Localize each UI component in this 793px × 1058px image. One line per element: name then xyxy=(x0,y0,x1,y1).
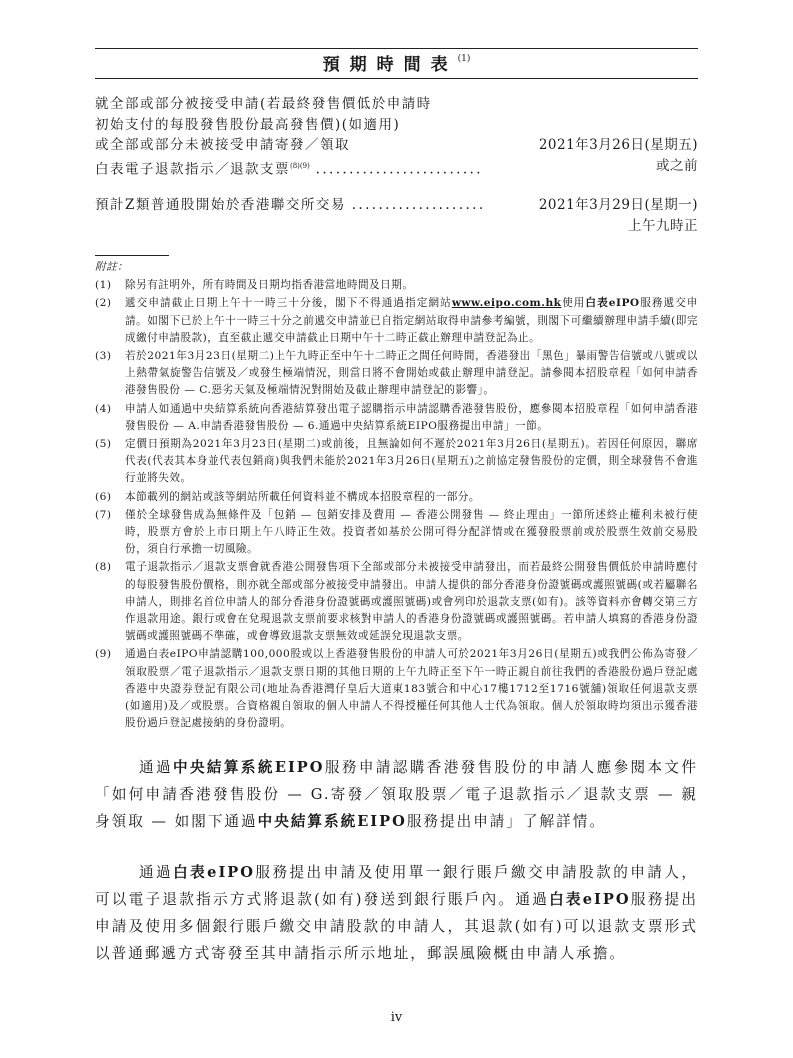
event-line: 初始支付的每股發售股份最高發售價)(如適用) xyxy=(95,116,401,133)
bold-term: 白表eIPO xyxy=(549,891,631,909)
leader-dots: .................... xyxy=(351,197,486,213)
footnote-item xyxy=(95,559,698,645)
text-segment: 僅於全球發售成為無條件及「包銷 — 包銷安排及費用 — 香港公開發售 — 終止理由」一節所述終止權利未被行使時，股票方會於上市日期上午八時正生效。投資者如基於公開可得分配詳情或在獲發股票前或於股票生效前交易股份，須自行承擔一切風險。 xyxy=(125,508,698,556)
event-line: 白表電子退款指示／退款支票 xyxy=(95,161,290,177)
footnote-text xyxy=(125,277,698,294)
notes-section xyxy=(95,259,698,732)
footnote-item xyxy=(95,295,698,347)
bold-term: 中央結算系統EIPO xyxy=(257,813,407,831)
footnote-number: (7) xyxy=(95,508,112,521)
text-segment: 服務申請認購香港發售股份的申請人應參閱本文件「如何申請香港發售股份 — G.寄發／領取股票／電子退款指示／退款支票 — 親身領取 — 如閣下通過 xyxy=(95,759,698,831)
event-date: 2021年3月29日(星期一) xyxy=(538,197,698,213)
footnote-item xyxy=(95,489,698,506)
footnote-text xyxy=(125,489,698,506)
footnote-text xyxy=(125,348,698,400)
text-segment: 使用 xyxy=(561,297,586,310)
footnote-number: (9) xyxy=(95,648,112,661)
timetable-row-trading xyxy=(95,195,698,236)
event-line: 預計Z類普通股開始於香港聯交所交易 xyxy=(95,197,346,213)
footnote-number: (2) xyxy=(95,297,112,310)
event-date-qualifier: 或之前 xyxy=(656,157,698,174)
text-segment: 通過 xyxy=(139,864,174,882)
footnote-number: (8) xyxy=(95,561,112,574)
event-time: 上午九時正 xyxy=(628,217,698,234)
footnote-text xyxy=(125,295,698,347)
event-date: 2021年3月26日(星期五) xyxy=(538,137,698,153)
footnote-text xyxy=(125,646,698,732)
footnote-item xyxy=(95,507,698,559)
text-segment: 服務提出申請及使用多個銀行賬戶繳交申請股款的申請人，其退款(如有)可以退款支票形式以普通郵遞方式寄發至其申請指示所示地址，郵誤風險概由申請人承擔。 xyxy=(95,891,698,963)
title-text: 預期時間表 xyxy=(322,55,458,75)
footnote-text xyxy=(125,436,698,488)
text-segment: 服務提出申請」了解詳情。 xyxy=(406,813,606,831)
body-paragraph xyxy=(95,859,698,967)
footnote-number: (3) xyxy=(95,350,112,363)
event-line: 或全部或部分未被接受申請寄發／領取 xyxy=(95,137,350,153)
website-link[interactable]: www.eipo.com.hk xyxy=(451,297,562,310)
text-segment: 服務遞交申請。如閣下已於上午十一時三十分之前遞交申請並已自指定網站取得申請參考編號，則閣下可繼續辦理申請手續(即完成繳付申請股款)，直至截止遞交申請截止日期中午十二時正截止辦理申請登記為止。 xyxy=(125,297,699,344)
timetable-row-refund xyxy=(95,94,698,180)
leader-dots: ......................... xyxy=(315,161,483,177)
text-segment: 遞交申請截止日期上午十一時三十分後，閣下不得通過指定網站 xyxy=(125,297,452,310)
text-segment: 服務提出申請及使用單一銀行賬戶繳交申請股款的申請人，可以電子退款指示方式將退款(如有)發送到銀行賬戶內。通過 xyxy=(95,864,698,909)
notes-heading: 附註： xyxy=(95,261,129,273)
footnote-number: (1) xyxy=(95,279,112,292)
footnote-item xyxy=(95,277,698,294)
page-title xyxy=(95,50,698,75)
footnote-number: (5) xyxy=(95,438,112,451)
text-segment: 若於2021年3月23日(星期二)上午九時正至中午十二時正之間任何時間，香港發出「黑色」暴雨警告信號或八號或以上熱帶氣旋警告信號及／或發生極端情況，則當日將不會開始或截止辦理申請登記。請參閱本招股章程「如何申請香港發售股份 — C.惡劣天氣及極端情況對開始及截止辦理申請登記的影響」。 xyxy=(125,350,698,397)
notes-divider xyxy=(95,255,169,256)
footnote-number: (4) xyxy=(95,402,112,415)
body-paragraph xyxy=(95,754,698,835)
footnote-ref: (8)(9) xyxy=(290,161,310,170)
page-body xyxy=(95,255,698,1025)
footnote-text xyxy=(125,507,698,559)
footnote-number: (6) xyxy=(95,490,112,503)
footnote-item xyxy=(95,401,698,435)
text-segment: 定價日預期為2021年3月23日(星期二)或前後，且無論如何不遲於2021年3月26日(星期五)。若因任何原因，聯席代表(代表其本身並代表包銷商)與我們未能於2021年3月26日(星期五)之前協定發售股份的定價，則全球發售不會進行並將失效。 xyxy=(125,438,698,485)
bold-term: 白表eIPO xyxy=(585,297,640,310)
text-segment: 電子退款指示／退款支票會就香港公開發售項下全部或部分未被接受申請發出，而若最終公開發售價低於申請時應付的每股發售股份價格，則亦就全部或部分被接受申請發出。申請人提供的部分香港身份證號碼或護照號碼(或若屬聯名申請人，則排名首位申請人的部分香港身份證號碼或護照號碼)或會列印於退款支票(如有)。該等資料亦會轉交第三方作退款用途。銀行或會在兌現退款支票前要求核對申請人的香港身份證號碼或護照號碼。若申請人填寫的香港身份證號碼或護照號碼不準確，或會導致退款支票無效或延誤兌現退款支票。 xyxy=(125,561,698,643)
footnote-item xyxy=(95,436,698,488)
event-line: 就全部或部分被接受申請(若最終發售價低於申請時 xyxy=(95,96,432,112)
bold-term: 白表eIPO xyxy=(173,864,255,882)
footnote-text xyxy=(125,559,698,645)
bold-term: 中央結算系統EIPO xyxy=(172,759,325,777)
page-number: iv xyxy=(390,1010,403,1025)
title-note-ref: (1) xyxy=(457,54,471,65)
top-rule xyxy=(95,48,698,49)
footnote-item xyxy=(95,348,698,400)
text-segment: 通過 xyxy=(139,759,173,777)
text-segment: 申請人如通過中央結算系統向香港結算發出電子認購指示申請認購香港發售股份，應參閱本招股章程「如何申請香港發售股份 — A.申請香港發售股份 — 6.通過中央結算系統EIPO服務提出申請」一節。 xyxy=(125,402,698,432)
text-segment: 通過白表eIPO申請認購100,000股或以上香港發售股份的申請人可於2021年3月26日(星期五)或我們公佈為寄發／領取股票／電子退款指示／退款支票日期的其他日期的上午九時正至下午一時正親自前往我們的香港股份過戶登記處香港中央證券登記有限公司(地址為香港灣仔皇后大道東183號合和中心17樓1712至1716號舖)領取任何退款支票(如適用)及／或股票。合資格親自領取的個人申請人不得授權任何其他人士代為領取。個人於領取時均須出示獲香港股份過戶登記處接納的身份證明。 xyxy=(125,648,698,730)
footnote-text xyxy=(125,401,698,435)
title-bottom-rule xyxy=(95,78,698,79)
text-segment: 本節載列的網站或該等網站所載任何資料並不構成本招股章程的一部分。 xyxy=(125,490,480,503)
footnote-item xyxy=(95,646,698,732)
text-segment: 除另有註明外，所有時間及日期均指香港當地時間及日期。 xyxy=(125,279,414,292)
